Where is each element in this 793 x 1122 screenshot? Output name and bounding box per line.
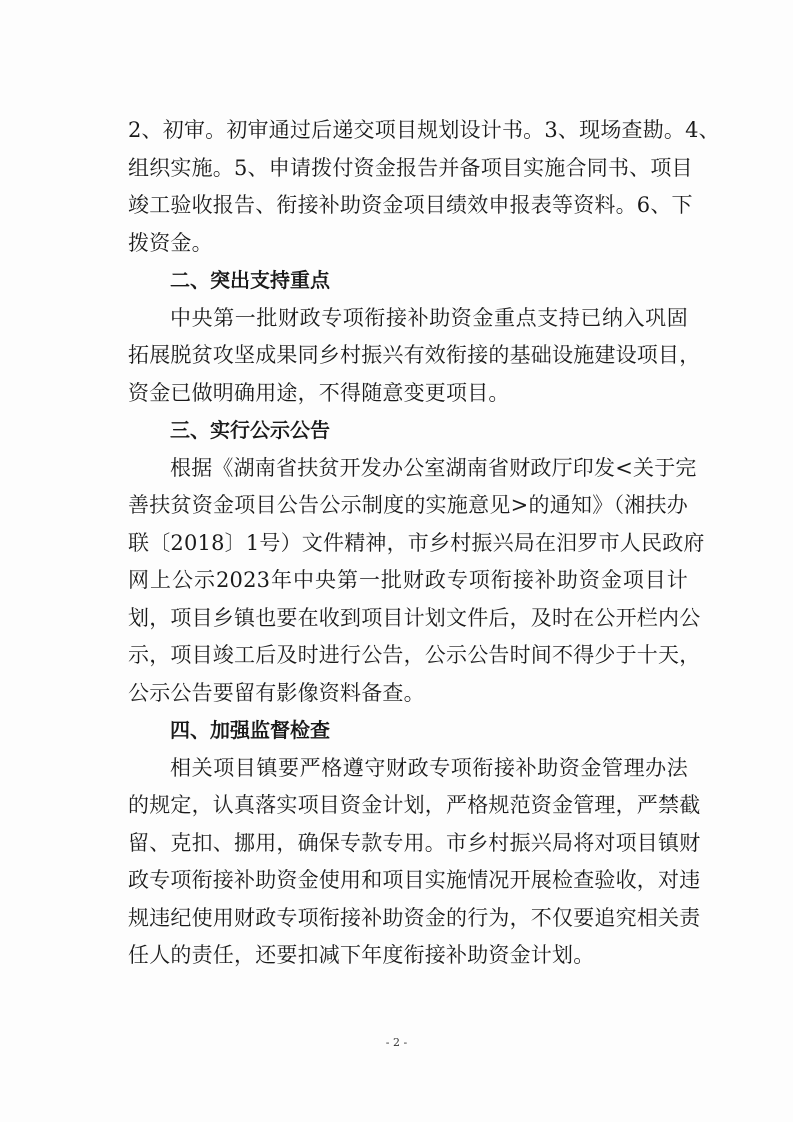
- text-line: 中央第一批财政专项衔接补助资金重点支持已纳入巩固: [170, 305, 688, 330]
- text-line: 任人的责任，还要扣减下年度衔接补助资金计划。: [128, 943, 595, 967]
- text-line: 政专项衔接补助资金使用和项目实施情况开展检查验收，对违: [128, 868, 701, 892]
- text-line: 相关项目镇要严格遵守财政专项衔接补助资金管理办法: [170, 755, 688, 780]
- text-line: 留、克扣、挪用，确保专款专用。市乡村振兴局将对项目镇财: [128, 830, 701, 855]
- text-line: 公示公告要留有影像资料备查。: [128, 680, 425, 705]
- section-heading-3: 三、实行公示公告: [170, 418, 330, 442]
- paragraph-procedure: [128, 112, 720, 262]
- text-line: 善扶贫资金项目公告公示制度的实施意见>的通知》（湘扶办: [128, 493, 688, 517]
- text-line: 拨资金。: [128, 230, 213, 255]
- document-body: [128, 112, 720, 975]
- paragraph-section-2: [128, 300, 701, 413]
- text-line: 2、初审。初审通过后递交项目规划设计书。3、现场查勘。4、: [128, 118, 720, 142]
- text-line: 规违纪使用财政专项衔接补助资金的行为，不仅要追究相关责: [128, 905, 701, 930]
- text-line: 网上公示2023年中央第一批财政专项衔接补助资金项目计: [128, 568, 688, 592]
- text-line: 竣工验收报告、衔接补助资金项目绩效申报表等资料。6、下: [128, 193, 693, 217]
- text-line: 的规定，认真落实项目资金计划，严格规范资金管理，严禁截: [128, 793, 701, 817]
- page-number: - 2 -: [385, 1036, 408, 1049]
- text-line: 组织实施。5、申请拨付资金报告并备项目实施合同书、项目: [128, 155, 693, 180]
- text-line: 资金已做明确用途，不得随意变更项目。: [128, 380, 510, 405]
- section-heading-4: 四、加强监督检查: [170, 718, 330, 742]
- paragraph-section-4: [128, 750, 701, 975]
- section-heading-2: 二、突出支持重点: [170, 268, 330, 292]
- text-line: 拓展脱贫攻坚成果同乡村振兴有效衔接的基础设施建设项目，: [128, 343, 701, 367]
- paragraph-section-3: [128, 450, 705, 713]
- text-line: 联〔2018〕1号）文件精神，市乡村振兴局在汨罗市人民政府: [128, 530, 705, 555]
- text-line: 根据《湖南省扶贫开发办公室湖南省财政厅印发<关于完: [170, 455, 697, 480]
- text-line: 划，项目乡镇也要在收到项目计划文件后，及时在公开栏内公: [128, 605, 701, 630]
- text-line: 示，项目竣工后及时进行公告，公示公告时间不得少于十天，: [128, 643, 701, 667]
